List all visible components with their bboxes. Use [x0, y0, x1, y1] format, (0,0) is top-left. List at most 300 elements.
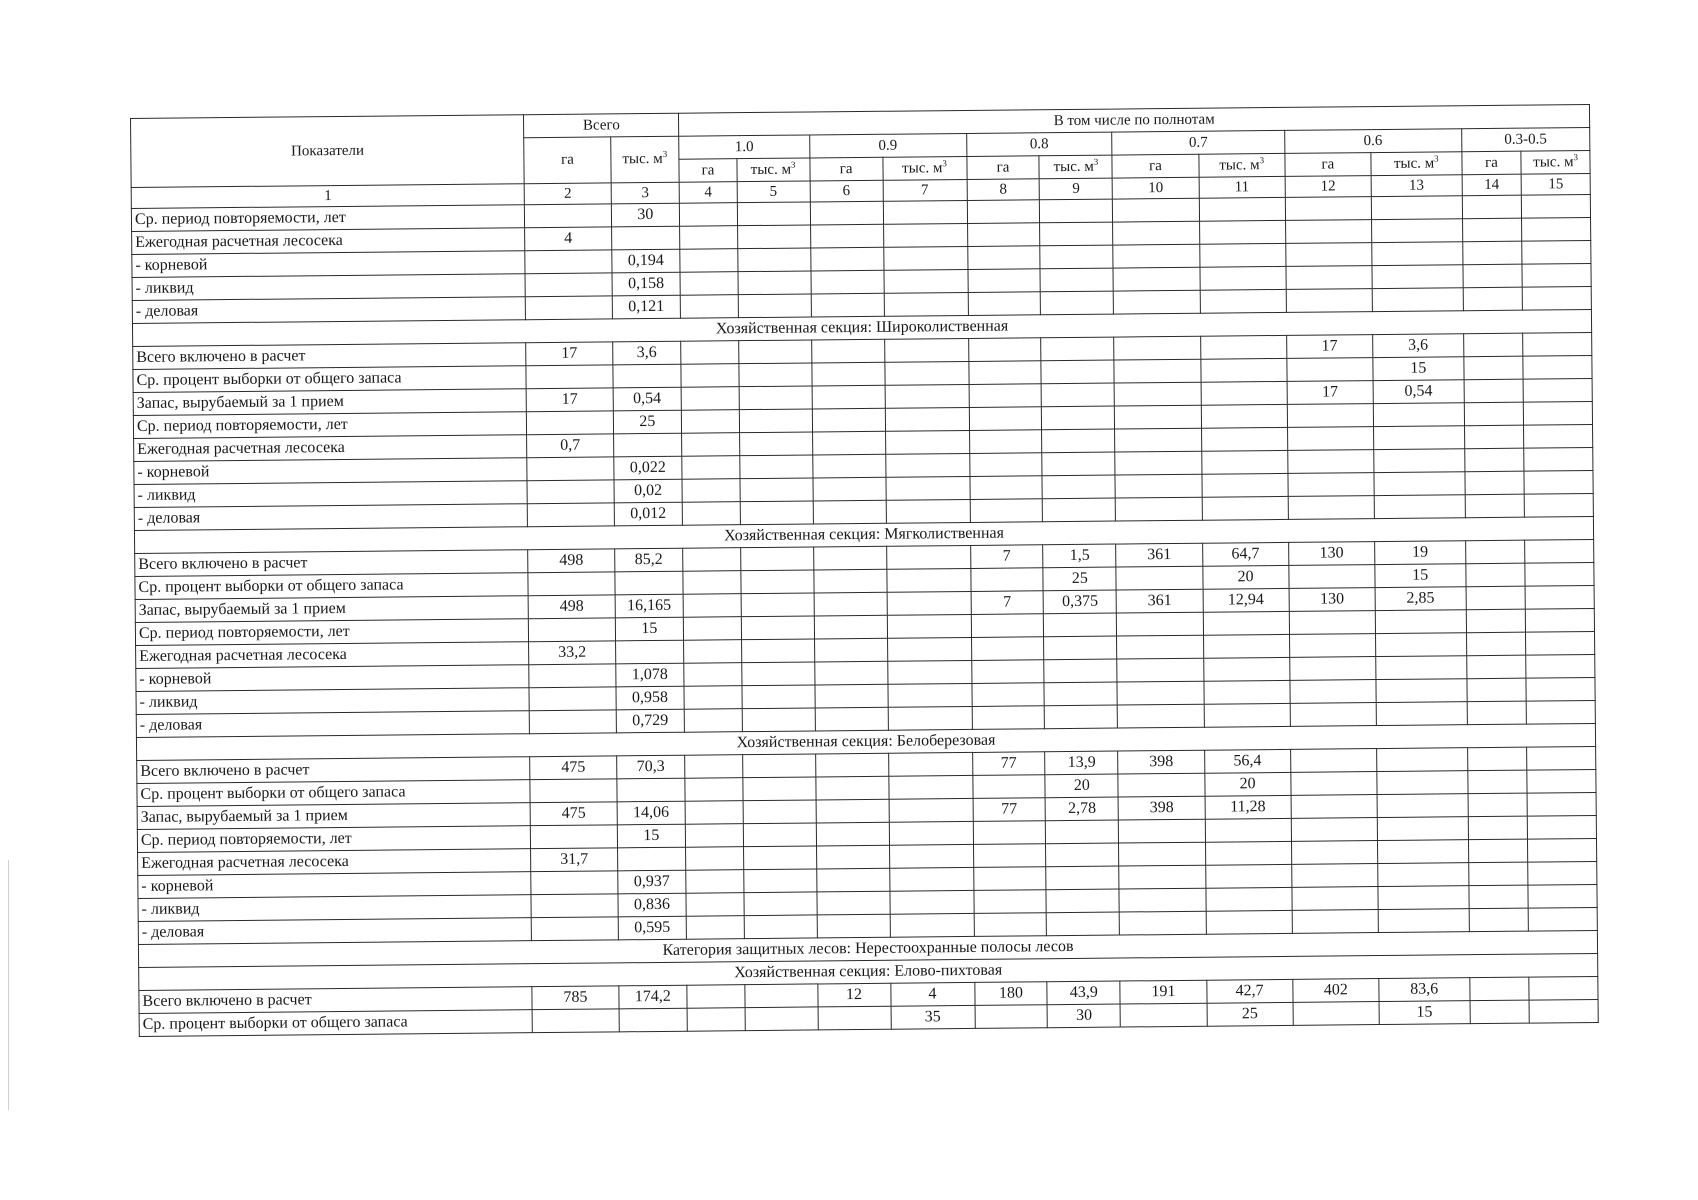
table-cell: 130: [1288, 542, 1374, 566]
table-cell: [1117, 635, 1203, 659]
table-cell: [1288, 450, 1374, 474]
table-cell: [1378, 886, 1469, 910]
header-unit-m3: тыс. $м^3$: [1521, 150, 1590, 174]
table-cell: 15: [617, 824, 686, 848]
table-cell: [1522, 194, 1591, 218]
table-cell: [742, 685, 815, 709]
table-cell: [1468, 793, 1528, 817]
table-cell: [811, 362, 884, 386]
table-cell: [1468, 839, 1528, 863]
table-cell: [1290, 703, 1376, 727]
table-cell: 1,078: [615, 663, 684, 687]
section-title: Хозяйственная секция: Широколиственная: [132, 309, 1591, 346]
table-cell: 475: [531, 802, 617, 826]
table-cell: [1526, 700, 1595, 724]
row-label: Ср. процент выборки от общего запаса: [137, 780, 531, 807]
table-cell: [1376, 679, 1467, 703]
table-cell: [1376, 656, 1467, 680]
table-cell: [739, 409, 812, 433]
table-cell: [813, 500, 886, 524]
table-cell: [741, 662, 814, 686]
table-cell: [888, 683, 972, 707]
column-number: 10: [1113, 177, 1199, 199]
table-cell: 4: [890, 982, 974, 1006]
table-cell: [1290, 749, 1376, 773]
table-cell: [969, 476, 1042, 500]
table-cell: [1372, 265, 1463, 289]
table-cell: [1464, 448, 1524, 472]
table-cell: [887, 591, 971, 615]
table-cell: [1372, 242, 1463, 266]
header-unit-ha: га: [1112, 154, 1198, 178]
table-cell: [1524, 401, 1593, 425]
table-cell: [740, 501, 813, 525]
table-body: [131, 194, 1598, 1036]
table-cell: 180: [974, 982, 1047, 1006]
table-cell: 15: [615, 617, 684, 641]
table-cell: [1046, 843, 1119, 867]
table-cell: [967, 223, 1040, 247]
table-cell: [740, 478, 813, 502]
table-cell: 31,7: [531, 848, 617, 872]
table-cell: [885, 453, 969, 477]
row-label: Ср. процент выборки от общего запаса: [135, 573, 529, 600]
table-cell: [1117, 612, 1203, 636]
table-cell: 16,165: [615, 594, 684, 618]
table-cell: [1467, 747, 1527, 771]
table-cell: [883, 200, 967, 224]
table-cell: [745, 1007, 818, 1031]
table-cell: 0,937: [617, 870, 686, 894]
table-cell: [1114, 359, 1200, 383]
table-cell: [1287, 427, 1373, 451]
row-label: Всего включено в расчет: [137, 757, 531, 784]
table-cell: [1120, 1003, 1206, 1027]
table-cell: [1466, 655, 1526, 679]
table-cell: [816, 845, 889, 869]
column-number: 6: [810, 180, 883, 202]
table-cell: [884, 292, 968, 316]
table-cell: [886, 476, 970, 500]
table-cell: [1044, 682, 1117, 706]
row-label: Ср. период повторяемости, лет: [131, 205, 525, 232]
table-cell: [1526, 608, 1595, 632]
table-cell: 25: [1043, 567, 1116, 591]
table-cell: [1287, 404, 1373, 428]
table-cell: [1470, 1000, 1530, 1024]
table-cell: 0,121: [612, 295, 681, 319]
table-cell: [886, 545, 970, 569]
table-cell: 15: [1373, 357, 1464, 381]
table-cell: [889, 821, 973, 845]
table-cell: 0,836: [618, 893, 687, 917]
table-cell: [619, 1008, 688, 1032]
row-label: Запас, вырубаемый за 1 прием: [133, 389, 527, 416]
table-cell: [680, 295, 738, 319]
table-cell: [1378, 863, 1469, 887]
table-cell: [1285, 220, 1371, 244]
table-cell: [971, 614, 1044, 638]
table-cell: [1040, 268, 1113, 292]
table-cell: [1042, 383, 1115, 407]
table-cell: 33,2: [529, 641, 615, 665]
table-cell: [814, 661, 887, 685]
table-cell: [683, 548, 741, 572]
table-cell: [1377, 840, 1468, 864]
table-cell: [1374, 472, 1465, 496]
header-unit-ha: га: [1462, 151, 1522, 175]
table-cell: 17: [527, 388, 613, 412]
table-cell: [1527, 746, 1596, 770]
column-number: 15: [1521, 173, 1590, 195]
table-cell: [1292, 864, 1378, 888]
table-cell: 0,158: [612, 272, 681, 296]
row-label: - корневой: [138, 872, 532, 899]
table-cell: [684, 686, 742, 710]
header-density-1-0: 1.0: [679, 135, 810, 159]
table-cell: [1376, 702, 1467, 726]
table-cell: 1,5: [1043, 544, 1116, 568]
table-cell: 191: [1120, 980, 1206, 1004]
column-number: 8: [967, 179, 1040, 201]
table-cell: [744, 915, 817, 939]
table-cell: 83,6: [1379, 978, 1470, 1002]
row-label: Всего включено в расчет: [133, 343, 527, 370]
table-cell: [889, 844, 973, 868]
table-cell: [1467, 701, 1527, 725]
table-cell: [883, 223, 967, 247]
table-cell: [737, 202, 810, 226]
table-cell: [889, 890, 973, 914]
table-cell: [526, 365, 612, 389]
column-number: 7: [883, 179, 967, 201]
table-cell: [1042, 429, 1115, 453]
table-cell: 12,94: [1203, 588, 1289, 612]
table-cell: 402: [1293, 979, 1379, 1003]
table-cell: [971, 683, 1044, 707]
table-cell: 0,54: [1373, 380, 1464, 404]
table-cell: [1524, 493, 1593, 517]
table-cell: 0,194: [611, 249, 680, 273]
table-cell: [1289, 565, 1375, 589]
table-cell: [617, 778, 686, 802]
section-title: Хозяйственная секция: Елово-пихтовая: [139, 953, 1598, 990]
table-cell: 56,4: [1204, 749, 1290, 773]
table-cell: [885, 407, 969, 431]
table-cell: 20: [1204, 772, 1290, 796]
table-cell: [1465, 563, 1525, 587]
table-cell: 64,7: [1202, 542, 1288, 566]
table-cell: [1526, 654, 1595, 678]
table-cell: [1290, 680, 1376, 704]
table-cell: [1200, 289, 1286, 313]
header-unit-ha: га: [1285, 153, 1371, 177]
table-cell: [1467, 770, 1527, 794]
table-cell: [533, 1009, 619, 1033]
table-cell: 13,9: [1045, 751, 1118, 775]
table-cell: 42,7: [1206, 979, 1292, 1003]
table-cell: 12: [817, 983, 890, 1007]
table-cell: [884, 361, 968, 385]
table-cell: [971, 660, 1044, 684]
table-cell: [743, 800, 816, 824]
table-cell: [526, 296, 612, 320]
table-cell: 17: [526, 342, 612, 366]
table-cell: [1115, 428, 1201, 452]
table-cell: [528, 503, 614, 527]
table-cell: [613, 433, 682, 457]
table-cell: [974, 913, 1047, 937]
table-cell: [739, 455, 812, 479]
table-cell: [685, 755, 743, 779]
header-unit-ha: га: [810, 157, 883, 181]
table-cell: [811, 293, 884, 317]
table-cell: [531, 825, 617, 849]
table-cell: [681, 364, 739, 388]
table-cell: [681, 341, 739, 365]
table-cell: [1041, 337, 1114, 361]
table-cell: 3,6: [1373, 334, 1464, 358]
column-number: 11: [1199, 176, 1285, 198]
table-cell: [1116, 566, 1202, 590]
table-cell: [1201, 381, 1287, 405]
column-number: 2: [525, 183, 611, 205]
table-cell: [682, 433, 740, 457]
table-cell: [1376, 633, 1467, 657]
table-cell: [816, 799, 889, 823]
table-cell: [816, 868, 889, 892]
row-label: Ср. период повторяемости, лет: [133, 412, 527, 439]
table-cell: [1465, 540, 1525, 564]
table-cell: [1203, 611, 1289, 635]
table-cell: [972, 706, 1045, 730]
table-cell: [741, 639, 814, 663]
table-cell: [527, 411, 613, 435]
table-cell: [889, 798, 973, 822]
table-cell: [742, 754, 815, 778]
table-cell: [1467, 678, 1527, 702]
table-cell: [969, 407, 1042, 431]
table-cell: [525, 204, 611, 228]
table-cell: [1371, 196, 1462, 220]
table-cell: [1040, 199, 1113, 223]
table-cell: [682, 410, 740, 434]
table-cell: 0,012: [614, 502, 683, 526]
table-cell: [967, 200, 1040, 224]
table-cell: [1374, 495, 1465, 519]
table-cell: [1199, 220, 1285, 244]
table-cell: [738, 294, 811, 318]
table-cell: [686, 870, 744, 894]
table-cell: 361: [1116, 543, 1202, 567]
table-cell: [811, 270, 884, 294]
row-label: Ср. процент выборки от общего запаса: [133, 366, 527, 393]
table-cell: [1119, 865, 1205, 889]
column-number: 12: [1285, 176, 1371, 198]
table-cell: [687, 985, 745, 1009]
table-cell: 130: [1289, 588, 1375, 612]
header-density-0-7: 0.7: [1112, 130, 1285, 155]
table-cell: 2,85: [1375, 587, 1466, 611]
table-cell: [969, 430, 1042, 454]
section-title: Хозяйственная секция: Белоберезовая: [136, 723, 1595, 760]
table-cell: [1377, 771, 1468, 795]
table-cell: [1522, 263, 1591, 287]
table-cell: [1040, 222, 1113, 246]
table-cell: [1372, 219, 1463, 243]
table-cell: 7: [970, 545, 1043, 569]
table-cell: [810, 201, 883, 225]
table-cell: [814, 592, 887, 616]
table-cell: [812, 431, 885, 455]
table-cell: 398: [1118, 796, 1204, 820]
table-cell: [1113, 221, 1199, 245]
table-cell: [615, 640, 684, 664]
table-cell: 35: [891, 1005, 975, 1029]
table-cell: [968, 269, 1041, 293]
table-cell: [971, 637, 1044, 661]
table-cell: [1201, 427, 1287, 451]
table-cell: [1206, 910, 1292, 934]
table-cell: [973, 844, 1046, 868]
table-cell: [1465, 494, 1525, 518]
table-cell: [1464, 379, 1524, 403]
table-cell: [1522, 240, 1591, 264]
table-cell: [1044, 636, 1117, 660]
table-cell: [1289, 611, 1375, 635]
row-label: Ср. период повторяемости, лет: [135, 619, 529, 646]
column-number: 3: [611, 182, 680, 204]
table-cell: [1374, 426, 1465, 450]
table-cell: [1203, 657, 1289, 681]
table-cell: [972, 775, 1045, 799]
table-cell: [1202, 473, 1288, 497]
table-cell: [1529, 976, 1598, 1000]
table-cell: 15: [1379, 1001, 1470, 1025]
table-cell: [1528, 861, 1597, 885]
table-cell: [1113, 198, 1199, 222]
table-cell: [1118, 704, 1204, 728]
table-cell: [813, 546, 886, 570]
header-density-0-6: 0.6: [1284, 129, 1461, 154]
table-cell: [973, 890, 1046, 914]
table-cell: [683, 571, 741, 595]
table-cell: 17: [1286, 335, 1372, 359]
table-cell: [1373, 403, 1464, 427]
table-cell: [1201, 404, 1287, 428]
table-cell: [525, 273, 611, 297]
table-cell: [1045, 705, 1118, 729]
table-cell: [744, 892, 817, 916]
table-cell: [1041, 291, 1114, 315]
table-cell: [1113, 267, 1199, 291]
table-cell: [813, 477, 886, 501]
row-label: - деловая: [138, 918, 532, 945]
table-cell: [1044, 613, 1117, 637]
table-cell: [1463, 356, 1523, 380]
table-cell: [1040, 245, 1113, 269]
row-label: - ликвид: [136, 688, 530, 715]
table-cell: [683, 594, 741, 618]
header-unit-m3: тыс. $м^3$: [737, 158, 810, 182]
column-number: 13: [1371, 175, 1462, 197]
table-cell: 2,78: [1046, 797, 1119, 821]
table-cell: 19: [1375, 541, 1466, 565]
table-cell: 77: [973, 798, 1046, 822]
table-cell: [1206, 887, 1292, 911]
table-cell: [1286, 289, 1372, 313]
document-sheet: [130, 104, 1599, 1037]
table-cell: [1204, 703, 1290, 727]
table-cell: [888, 752, 972, 776]
table-cell: [1469, 885, 1529, 909]
table-cell: 30: [1048, 1004, 1121, 1028]
table-cell: 0,02: [614, 479, 683, 503]
table-cell: [1292, 887, 1378, 911]
table-cell: [1042, 475, 1115, 499]
table-cell: [1466, 609, 1526, 633]
table-cell: [1116, 497, 1202, 521]
table-cell: [812, 385, 885, 409]
table-cell: [1042, 452, 1115, 476]
table-cell: [1462, 241, 1522, 265]
table-cell: [687, 1008, 745, 1032]
table-cell: [1469, 908, 1529, 932]
table-cell: [886, 499, 970, 523]
table-cell: [743, 777, 816, 801]
table-cell: [1291, 772, 1377, 796]
table-cell: [1286, 243, 1372, 267]
row-label: Всего включено в расчет: [135, 550, 529, 577]
table-cell: 0,54: [613, 387, 682, 411]
table-cell: [1044, 659, 1117, 683]
table-cell: [686, 893, 744, 917]
table-cell: 77: [972, 752, 1045, 776]
row-label: Ежегодная расчетная лесосека: [132, 228, 526, 255]
row-label: Ежегодная расчетная лесосека: [134, 435, 528, 462]
table-cell: [525, 250, 611, 274]
table-cell: [684, 617, 742, 641]
table-cell: [1522, 286, 1591, 310]
table-cell: [1523, 355, 1592, 379]
table-cell: 25: [1207, 1002, 1293, 1026]
table-cell: [739, 386, 812, 410]
table-cell: [1372, 288, 1463, 312]
table-cell: [1290, 657, 1376, 681]
table-cell: 0,958: [616, 686, 685, 710]
table-cell: [1117, 681, 1203, 705]
header-density-0-9: 0.9: [809, 133, 966, 158]
row-label: - ликвид: [138, 895, 532, 922]
table-cell: [887, 637, 971, 661]
table-cell: [1468, 816, 1528, 840]
table-cell: [883, 246, 967, 270]
table-cell: [1199, 243, 1285, 267]
table-cell: [1289, 634, 1375, 658]
table-cell: [1288, 496, 1374, 520]
table-cell: [817, 891, 890, 915]
table-cell: [1292, 910, 1378, 934]
table-cell: [617, 847, 686, 871]
table-cell: [1205, 841, 1291, 865]
table-cell: [890, 913, 974, 937]
table-cell: [737, 248, 810, 272]
table-cell: [1374, 449, 1465, 473]
table-cell: [1464, 425, 1524, 449]
table-cell: [887, 614, 971, 638]
table-cell: 43,9: [1047, 981, 1120, 1005]
table-cell: [1115, 405, 1201, 429]
